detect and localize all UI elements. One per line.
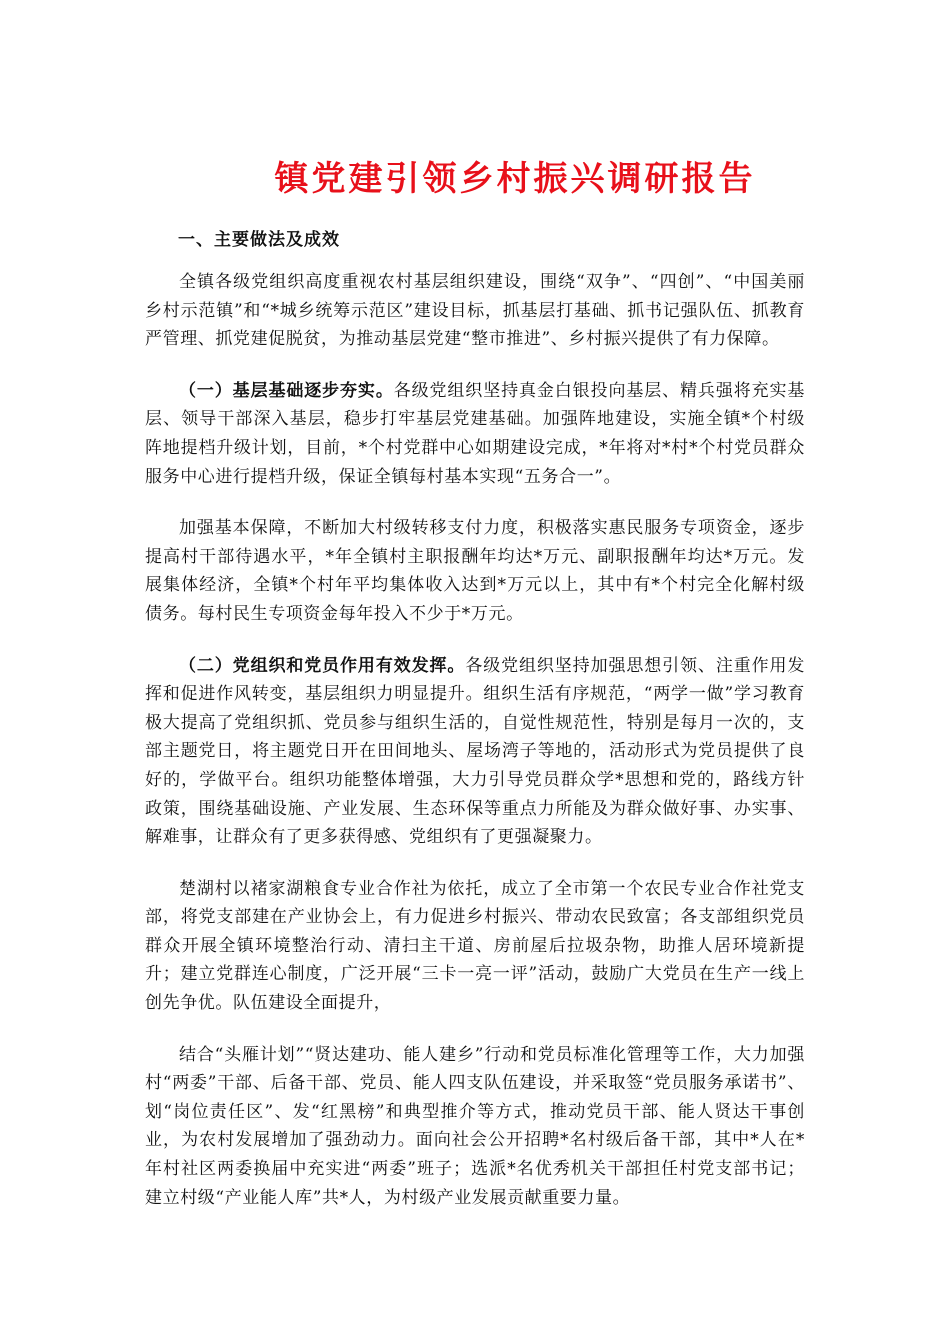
paragraph-text: 各级党组织坚持真金白银投向基层、精兵强将充实基层、领导干部深入基层，稳步打牢基层党建基础。加强阵地建设，实施全镇*个村级阵地提档升级计划，目前，*个村党群中心如期建设完成，*年将对*村*个村党员群众服务中心进行提档升级，保证全镇每村基本实现“五务合一”。 — [145, 380, 805, 487]
paragraph-text: 各级党组织坚持加强思想引领、注重作用发挥和促进作风转变，基层组织力明显提升。组织生活有序规范，“两学一做”学习教育极大提高了党组织抓、党员参与组织生活的，自觉性规范性，特别是每月一次的，支部主题党日，将主题党日开在田间地头、屋场湾子等地的，活动形式为党员提供了良好的，学做平台。组织功能整体增强，大力引导党员群众学*思想和党的，路线方针政策，围绕基础设施、产业发展、生态环保等重点力所能及为群众做好事、办实事、解难事，让群众有了更多获得感、党组织有了更强凝聚力。 — [145, 655, 805, 848]
document-title: 镇党建引领乡村振兴调研报告 — [274, 159, 756, 199]
paragraph — [145, 1041, 805, 1213]
paragraph-text: 结合“头雁计划”“贤达建功、能人建乡”行动和党员标准化管理等工作，大力加强村“两委”干部、后备干部、党员、能人四支队伍建设，并采取签“党员服务承诺书”、划“岗位责任区”、发“红黑榜”和典型推介等方式，推动党员干部、能人贤达干事创业，为农村发展增加了强劲动力。面向社会公开招聘*名村级后备干部，其中*人在*年村社区两委换届中充实进“两委”班子；选派*名优秀机关干部担任村党支部书记；建立村级“产业能人库”共*人，为村级产业发展贡献重要力量。 — [145, 1044, 805, 1208]
paragraph-lead: （二）党组织和党员作用有效发挥。 — [179, 655, 466, 676]
paragraph-lead: （一）基层基础逐步夯实。 — [179, 380, 394, 401]
document-body — [145, 268, 805, 1235]
paragraph-text: 楚湖村以褚家湖粮食专业合作社为依托，成立了全市第一个农民专业合作社党支部，将党支部建在产业协会上，有力促进乡村振兴、带动农民致富；各支部组织党员群众开展全镇环境整治行动、清扫主干道、房前屋后拉圾杂物，助推人居环境新提升；建立党群连心制度，广泛开展“三卡一亮一评”活动，鼓励广大党员在生产一线上创先争优。队伍建设全面提升， — [145, 878, 805, 1014]
paragraph-text: 加强基本保障，不断加大村级转移支付力度，积极落实惠民服务专项资金，逐步提高村干部待遇水平，*年全镇村主职报酬年均达*万元、副职报酬年均达*万元。发展集体经济，全镇*个村年平均集体收入达到*万元以上，其中有*个村完全化解村级债务。每村民生专项资金每年投入不少于*万元。 — [145, 518, 805, 624]
paragraph-text: 全镇各级党组织高度重视农村基层组织建设，围绕“双争”、“四创”、“中国美丽乡村示范镇”和“*城乡统筹示范区”建设目标，抓基层打基础、抓书记强队伍、抓教育严管理、抓党建促脱贫，为推动基层党建“整市推进”、乡村振兴提供了有力保障。 — [145, 272, 805, 350]
section-heading: 一、主要做法及成效 — [178, 230, 340, 250]
paragraph — [145, 268, 805, 354]
paragraph — [145, 514, 805, 628]
paragraph — [145, 377, 805, 491]
paragraph — [145, 875, 805, 1018]
paragraph — [145, 652, 805, 852]
